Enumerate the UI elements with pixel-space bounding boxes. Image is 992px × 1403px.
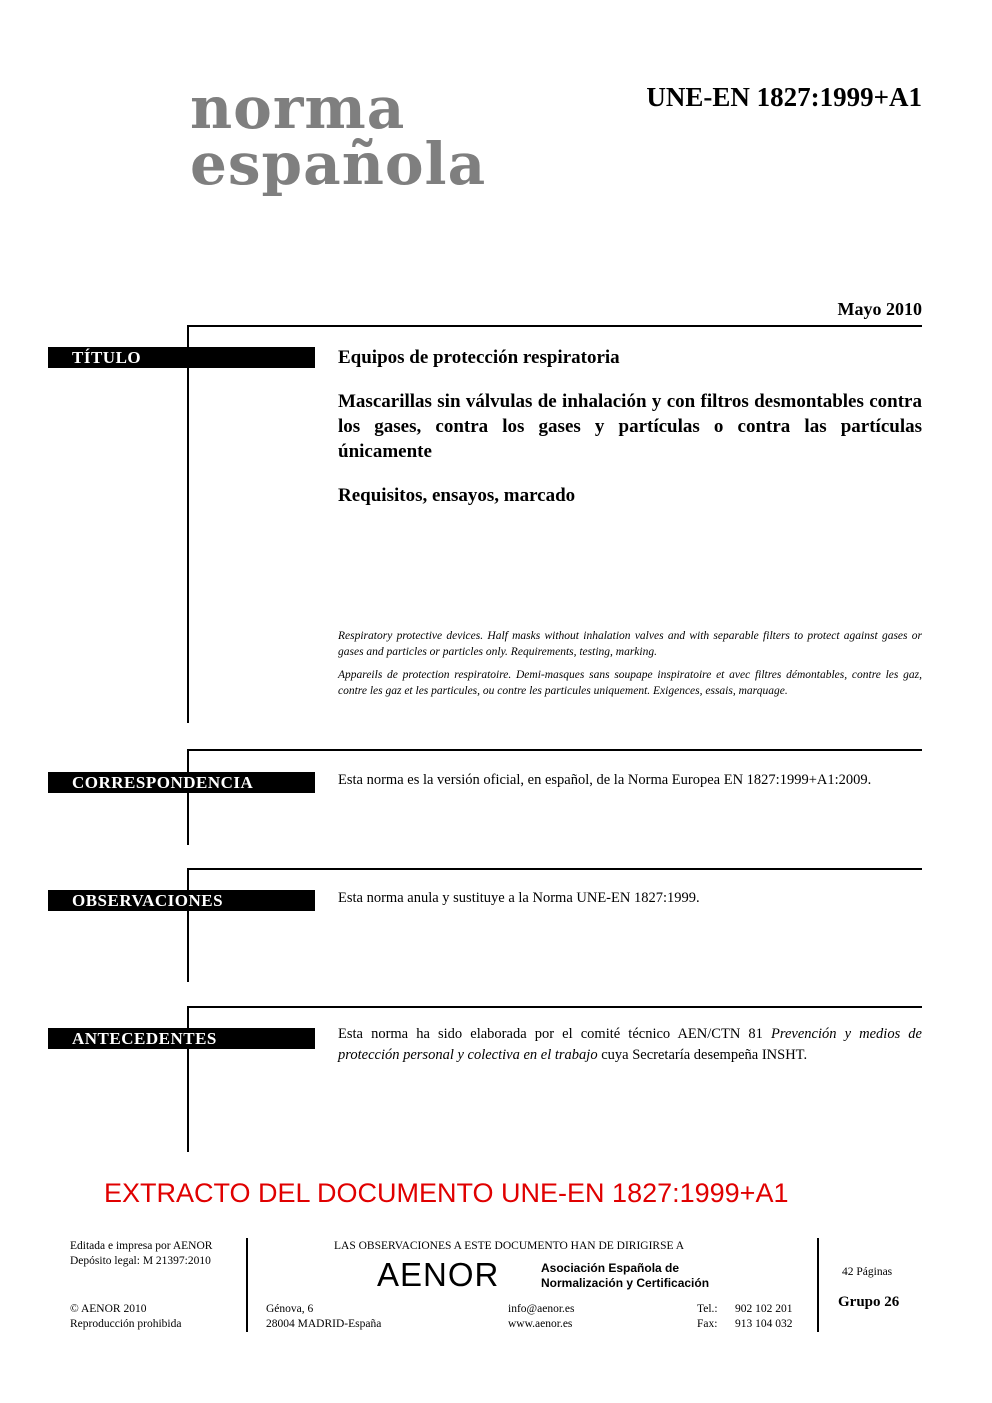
brand-line-1: norma (190, 74, 406, 142)
antecedentes-text (338, 1024, 922, 1066)
footer-address-city: 28004 MADRID-España (266, 1318, 382, 1330)
antecedentes-committee-name: Prevención y medios de protección personal y colectiva en el trabajo (338, 1026, 922, 1063)
aenor-name-line-2: Normalización y Certificación (541, 1276, 710, 1290)
label-antecedentes: ANTECEDENTES (48, 1028, 315, 1049)
label-observaciones: OBSERVACIONES (48, 890, 315, 911)
standard-code: UNE-EN 1827:1999+A1 (646, 82, 922, 112)
brand-line-2: española (190, 130, 487, 198)
footer-fax-label: Fax: (697, 1318, 718, 1330)
title-french: Appareils de protection respiratoire. Demi-masques sans soupape inspiratoire et avec filtres démontables, contre les gaz, contre les gaz et les particules, ou contre les particules uniquement. Exigences, essais, marquage. (338, 669, 922, 697)
footer-copyright: © AENOR 2010 (70, 1303, 147, 1315)
title-main: Equipos de protección respiratoria (338, 347, 620, 368)
antecedentes-text-after: cuya Secretaría desempeña INSHT. (597, 1047, 808, 1063)
footer-email-link[interactable]: info@aenor.es (508, 1303, 575, 1315)
label-correspondencia: CORRESPONDENCIA (48, 772, 315, 793)
footer-address (266, 1302, 381, 1332)
brand-title (190, 74, 487, 198)
section-divider-observaciones (187, 868, 922, 870)
footer-edited: Editada e impresa por AENOR (70, 1240, 213, 1252)
footer-group: Grupo 26 (838, 1294, 900, 1310)
footer-phone-numbers (735, 1302, 793, 1332)
footer-pages: 42 Páginas (842, 1266, 893, 1278)
footer-divider-left (246, 1238, 248, 1332)
correspondencia-text: Esta norma es la versión oficial, en español, de la Norma Europea EN 1827:1999+A1:2009. (338, 772, 872, 788)
antecedentes-text-before: Esta norma ha sido elaborada por el comité técnico AEN/CTN 81 (338, 1026, 771, 1042)
extract-notice: EXTRACTO DEL DOCUMENTO UNE-EN 1827:1999+A1 (104, 1178, 789, 1208)
publication-date: Mayo 2010 (837, 299, 922, 319)
footer-tel: 902 102 201 (735, 1303, 793, 1315)
title-sub: Mascarillas sin válvulas de inhalación y con filtros desmontables contra los gases, contra los gases y partículas o contra las partículas únicamente (338, 391, 922, 462)
footer-copyright-info (70, 1302, 181, 1332)
footer-tel-label: Tel.: (697, 1303, 718, 1315)
footer-divider-right (817, 1238, 819, 1332)
footer-phone-labels (697, 1302, 718, 1332)
section-vline-correspondencia (187, 749, 189, 845)
aenor-name-line-1: Asociación Española de (541, 1261, 680, 1275)
footer-web-link[interactable]: www.aenor.es (508, 1318, 573, 1330)
footer-observations-header: LAS OBSERVACIONES A ESTE DOCUMENTO HAN DE DIRIGIRSE A (334, 1240, 685, 1252)
label-titulo: TÍTULO (48, 347, 315, 368)
footer-fax: 913 104 032 (735, 1318, 793, 1330)
section-divider-titulo (187, 325, 922, 327)
section-vline-titulo (187, 325, 189, 723)
footer-edition-info (70, 1239, 212, 1269)
section-divider-correspondencia (187, 749, 922, 751)
observaciones-text: Esta norma anula y sustituye a la Norma UNE-EN 1827:1999. (338, 890, 700, 906)
aenor-logo: AENOR (377, 1256, 500, 1293)
footer-contact-online (508, 1302, 574, 1332)
footer-reproduction: Reproducción prohibida (70, 1318, 182, 1330)
title-tail: Requisitos, ensayos, marcado (338, 485, 576, 506)
title-block (338, 345, 922, 527)
title-english: Respiratory protective devices. Half masks without inhalation valves and with separable filters to protect against gases or gases and particles or particles only. Requirements, testing, marking. (338, 630, 922, 658)
footer-address-street: Génova, 6 (266, 1303, 314, 1315)
section-divider-antecedentes (187, 1006, 922, 1008)
aenor-full-name (541, 1261, 709, 1291)
title-translations (338, 628, 922, 706)
footer-deposit: Depósito legal: M 21397:2010 (70, 1255, 211, 1267)
section-vline-observaciones (187, 868, 189, 982)
